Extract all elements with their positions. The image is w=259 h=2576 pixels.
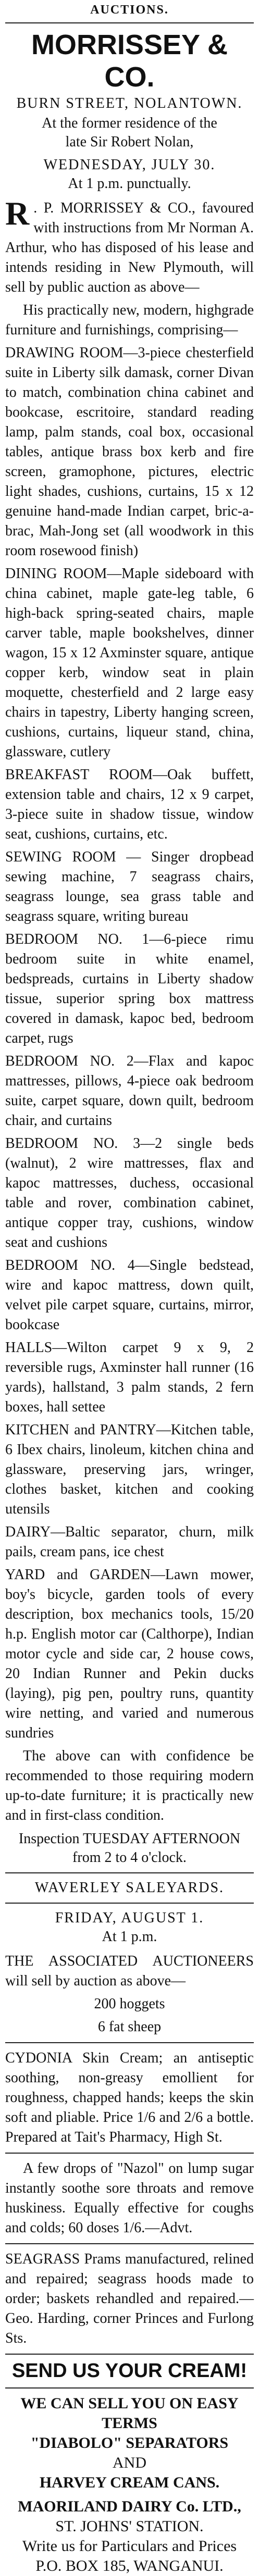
sale-time: At 1 p.m. punctually. xyxy=(68,176,191,192)
item-dairy: DAIRY—Baltic separator, churn, milk pails, cream pans, ice chest xyxy=(5,1524,254,1560)
list-intro: His practically new, modern, highgrade furniture and furnishings, comprising— xyxy=(5,302,254,338)
associated-auctioneers xyxy=(5,1952,254,2037)
cydonia-ad xyxy=(5,2048,254,2147)
item-sewing-room: SEWING ROOM — Singer dropbead sewing machine, 7 seagrass chairs, seagrass lounge, sea grass table and seagrass square, writing bureau xyxy=(5,849,254,924)
sale-date: WEDNESDAY, JULY 30. xyxy=(43,157,216,173)
cydonia-text: CYDONIA Skin Cream; an antiseptic soothing, non-greasy emollient for roughness, chapped hands; keeps the skin soft and pliable. Price 1/6 and 2/6 a bottle. Prepared at Tait's Pharmacy, High St. xyxy=(5,2050,254,2145)
assoc-text: THE ASSOCIATED AUCTIONEERS will sell by auction as above— xyxy=(5,1953,254,1989)
divider xyxy=(5,2387,254,2389)
cream-write: Write us for Particulars and Prices xyxy=(22,2537,237,2555)
item-bedroom-1: BEDROOM NO. 1—6-piece rimu bedroom suite in white enamel, bedspreads, curtains in Liberty shadow tissue, superior spring box mattress covered in damask, kapoc bed, bedroom carpet, rugs xyxy=(5,931,254,1046)
divider xyxy=(5,1872,254,1873)
cream-station: ST. JOHNS' STATION. xyxy=(55,2518,204,2535)
seagrass-text: SEAGRASS Prams manufactured, relined and repaired; seagrass hoods made to order; baskets rehandled and repaired.—Geo. Harding, corner Princes and Furlong Sts. xyxy=(5,2251,254,2346)
item-breakfast-room: BREAKFAST ROOM—Oak buffett, extension table and chairs, 12 x 9 carpet, 3-piece suite in shadow tissue, window seat, cushions, curtains, etc. xyxy=(5,767,254,842)
divider xyxy=(5,22,254,23)
cream-line-3: "DIABOLO" SEPARATORS xyxy=(30,2434,229,2452)
item-yard: YARD and GARDEN—Lawn mower, boy's bicycle, garden tools of every description, box mechanics tools, 15/20 h.p. English motor car (Calthorpe), Indian motor cycle and side car, 2 house cows, 20 Indian Runner and Pekin ducks (laying), pig pen, poultry runs, quantity wire netting, and varied and numerous sundries xyxy=(5,1567,254,1741)
newspaper-column xyxy=(0,3,259,2574)
intro-paragraph xyxy=(5,195,254,297)
divider xyxy=(5,2153,254,2154)
section-header: AUCTIONS. xyxy=(90,3,169,17)
inspection-note: Inspection TUESDAY AFTERNOON from 2 to 4 o'clock. xyxy=(18,1831,241,1866)
item-bedroom-3: BEDROOM NO. 3—2 single beds (walnut), 2 wire mattresses, flax and kapoc mattresses, duchess, occasional table and rover, combination cabinet, antique copper tray, cushions, window seat and cushions xyxy=(5,1135,254,1251)
cream-ad xyxy=(5,2360,254,2576)
item-dining-room: DINING ROOM—Maple sideboard with china cabinet, maple gate-leg table, 6 high-back spring-seated chairs, maple carver table, maple bookshelves, dinner wagon, 15 x 12 Axminster square, antique copper kerb, window seat in plain moquette, chesterfield and 2 large easy chairs in tapestry, Liberty hanging screen, cushions, curtains, liqueur stand, china, glassware, cutlery xyxy=(5,566,254,760)
item-bedroom-4: BEDROOM NO. 4—Single bedstead, wire and kapoc mattress, down quilt, velvet pile carpet square, curtains, mirror, bookcase xyxy=(5,1257,254,1333)
divider xyxy=(5,2354,254,2355)
waverley-time: At 1 p.m. xyxy=(102,1929,157,1945)
cream-line-5: HARVEY CREAM CANS. xyxy=(39,2474,220,2491)
cream-headline: SEND US YOUR CREAM! xyxy=(11,2360,248,2382)
divider xyxy=(5,2042,254,2043)
item-drawing-room: DRAWING ROOM—3-piece chesterfield suite in Liberty silk damask, corner Divan to match, combination china cabinet and bookcase, escritoire, standard reading lamp, palm stands, coal box, occasional tables, antique brass box kerb and fire screen, gramophone, pictures, electric light shades, cushions, curtains, 15 x 12 genuine hand-made Indian carpet, bric-a-brac, Mah-Jong set (all woodwork in this room rosewood finish) xyxy=(5,345,254,559)
item-halls: HALLS—Wilton carpet 9 x 9, 2 reversible rugs, Axminster hall runner (16 yards), hallstand, 3 palm stands, 2 fern boxes, hall settee xyxy=(5,1340,254,1415)
item-bedroom-2: BEDROOM NO. 2—Flax and kapoc mattresses, pillows, 4-piece oak bedroom suite, carpet square, down quilt, bedroom chair, and curtains xyxy=(5,1053,254,1129)
assoc-item-1: 200 hoggets xyxy=(94,1996,165,2012)
waverley-title: WAVERLEY SALEYARDS. xyxy=(34,1880,225,1896)
recommendation: The above can with confidence be recommended to those requiring modern up-to-date furniture; it is practically new and in first-class condition. xyxy=(5,1748,254,1823)
divider xyxy=(5,1903,254,1904)
item-kitchen: KITCHEN and PANTRY—Kitchen table, 6 Ibex chairs, linoleum, kitchen china and glassware, preserving jars, wringer, clothes basket, kitchen and cooking utensils xyxy=(5,1422,254,1517)
drop-cap: R xyxy=(5,195,30,232)
cream-line-1: WE CAN SELL YOU ON EASY xyxy=(20,2395,239,2412)
company-title: MORRISSEY & CO. xyxy=(31,29,228,93)
address: BURN STREET, NOLANTOWN. xyxy=(16,95,243,111)
seagrass-ad xyxy=(5,2249,254,2348)
cream-line-2: TERMS xyxy=(102,2415,157,2432)
intro-line-2: late Sir Robert Nolan, xyxy=(65,134,194,150)
cream-box: P.O. BOX 185, WANGANUI. xyxy=(35,2557,224,2574)
intro-line-1: At the former residence of the xyxy=(42,115,217,131)
divider xyxy=(5,2243,254,2244)
auction-body xyxy=(5,195,254,1825)
nazol-ad xyxy=(5,2159,254,2238)
assoc-item-2: 6 fat sheep xyxy=(97,2019,162,2035)
cream-line-4: AND xyxy=(113,2454,146,2471)
intro-text: . P. MORRISSEY & CO., favoured with instructions from Mr Norman A. Arthur, who has disposed of his lease and intends residing in New Plymouth, will sell by public auction as above— xyxy=(5,200,254,295)
waverley-date: FRIDAY, AUGUST 1. xyxy=(55,1910,204,1926)
cream-company: MAORILAND DAIRY Co. LTD., xyxy=(18,2498,241,2515)
nazol-text: A few drops of "Nazol" on lump sugar instantly soothe sore throats and remove huskiness. Equally effective for coughs and colds; 60 doses 1/6.—Advt. xyxy=(5,2160,254,2236)
